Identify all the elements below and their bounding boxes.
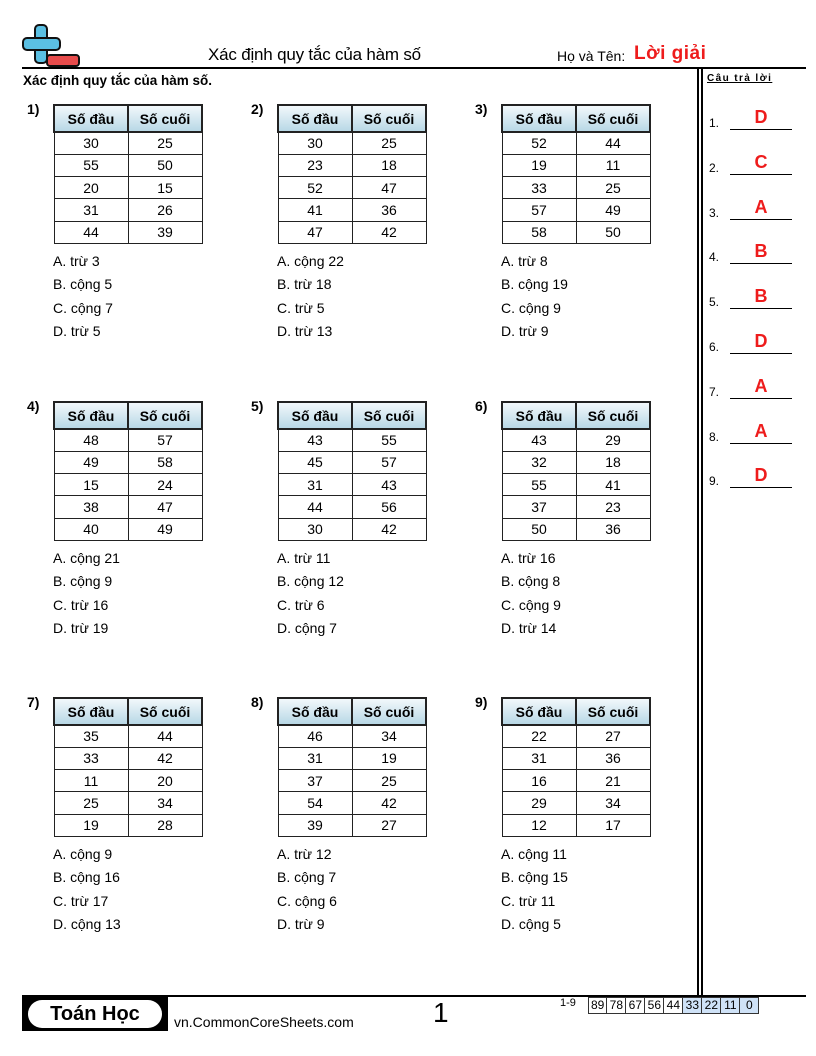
output-cell: 18 (576, 451, 650, 473)
choice-option: A. cộng 21 (53, 550, 120, 566)
instructions: Xác định quy tắc của hàm số. (23, 73, 213, 88)
answer-column-divider (697, 68, 699, 996)
choice-option: B. cộng 16 (53, 869, 120, 886)
choice-option: A. trừ 11 (277, 550, 331, 566)
function-table (53, 104, 203, 244)
header-input: Số đầu (502, 402, 576, 429)
problem-3 (475, 101, 675, 341)
input-cell: 19 (54, 814, 128, 836)
header-input: Số đầu (278, 105, 352, 132)
logo-plus-center (36, 39, 46, 49)
input-cell: 40 (54, 518, 128, 540)
answer-row (709, 332, 793, 354)
input-cell: 35 (54, 725, 128, 747)
output-cell: 27 (576, 725, 650, 747)
choice-list (501, 250, 568, 343)
output-cell: 56 (352, 496, 426, 518)
choice-option: D. cộng 7 (277, 619, 337, 636)
output-cell: 23 (576, 496, 650, 518)
table-row (278, 451, 426, 473)
table-row (278, 199, 426, 221)
table-row (502, 725, 650, 747)
table-row (278, 177, 426, 199)
table-row (278, 496, 426, 518)
header-input: Số đầu (502, 105, 576, 132)
input-cell: 31 (278, 474, 352, 496)
input-cell: 29 (502, 792, 576, 814)
choice-option: B. cộng 5 (53, 276, 113, 293)
choice-list (277, 250, 344, 343)
problem-number: 5) (251, 398, 264, 414)
table-row (278, 132, 426, 154)
output-cell: 24 (128, 474, 202, 496)
input-cell: 52 (502, 132, 576, 154)
problem-number: 2) (251, 101, 264, 117)
header-divider (22, 67, 806, 69)
input-cell: 39 (278, 814, 352, 836)
function-table (277, 401, 427, 541)
table-row (54, 154, 202, 176)
score-cell: 33 (683, 997, 702, 1014)
score-cell: 56 (645, 997, 664, 1014)
function-table (277, 697, 427, 837)
output-cell: 34 (128, 792, 202, 814)
output-cell: 57 (128, 429, 202, 451)
answer-blank-line (730, 219, 792, 220)
logo-plus-minus-icon (22, 24, 80, 68)
input-cell: 54 (278, 792, 352, 814)
function-table (53, 697, 203, 837)
input-cell: 55 (502, 474, 576, 496)
output-cell: 41 (576, 474, 650, 496)
input-cell: 33 (54, 747, 128, 769)
problem-number: 6) (475, 398, 488, 414)
output-cell: 25 (352, 770, 426, 792)
input-cell: 30 (54, 132, 128, 154)
answer-value: A (754, 375, 768, 396)
answer-blank-line (730, 443, 792, 444)
header-input: Số đầu (54, 402, 128, 429)
choice-option: B. trừ 18 (277, 276, 332, 293)
input-cell: 50 (502, 518, 576, 540)
table-row (502, 814, 650, 836)
table-row (54, 770, 202, 792)
problem-4 (27, 398, 227, 638)
input-cell: 55 (54, 154, 128, 176)
input-cell: 16 (502, 770, 576, 792)
output-cell: 49 (576, 199, 650, 221)
score-cell: 22 (702, 997, 721, 1014)
problem-7 (27, 694, 227, 934)
brand-label: Toán Học (28, 1000, 162, 1028)
problem-2 (251, 101, 451, 341)
output-cell: 58 (128, 451, 202, 473)
table-row (54, 496, 202, 518)
problem-number: 8) (251, 694, 264, 710)
output-cell: 42 (128, 747, 202, 769)
header-output: Số cuối (352, 105, 426, 132)
input-cell: 25 (54, 792, 128, 814)
choice-option: B. cộng 7 (277, 869, 337, 886)
choice-option: A. cộng 9 (53, 846, 113, 862)
output-cell: 49 (128, 518, 202, 540)
choice-option: D. cộng 13 (53, 915, 121, 932)
choice-option: D. trừ 19 (53, 619, 109, 636)
problem-number: 7) (27, 694, 40, 710)
answer-value: A (754, 420, 768, 441)
problem-number: 1) (27, 101, 40, 117)
table-row (278, 792, 426, 814)
header-output: Số cuối (128, 105, 202, 132)
answer-value: A (754, 196, 768, 217)
choice-option: C. trừ 5 (277, 299, 325, 316)
choice-list (277, 843, 337, 936)
output-cell: 50 (128, 154, 202, 176)
output-cell: 57 (352, 451, 426, 473)
output-cell: 44 (128, 725, 202, 747)
score-cell: 44 (664, 997, 683, 1014)
header-input: Số đầu (502, 698, 576, 725)
answer-value: D (754, 465, 768, 486)
table-row (54, 725, 202, 747)
output-cell: 27 (352, 814, 426, 836)
table-row (502, 177, 650, 199)
header-output: Số cuối (128, 402, 202, 429)
function-table (501, 697, 651, 837)
table-row (54, 221, 202, 243)
function-table (277, 104, 427, 244)
header-input: Số đầu (278, 402, 352, 429)
answer-blank-line (730, 174, 792, 175)
input-cell: 19 (502, 154, 576, 176)
output-cell: 25 (352, 132, 426, 154)
table-row (502, 199, 650, 221)
answer-row (709, 153, 793, 175)
score-range-label: 1-9 (560, 997, 576, 1009)
header-output: Số cuối (576, 105, 650, 132)
input-cell: 32 (502, 451, 576, 473)
answer-value: B (754, 241, 768, 262)
input-cell: 44 (278, 496, 352, 518)
choice-option: C. cộng 6 (277, 892, 337, 909)
problem-1 (27, 101, 227, 341)
answer-row (709, 287, 793, 309)
answer-blank-line (730, 129, 792, 130)
output-cell: 47 (128, 496, 202, 518)
header-output: Số cuối (128, 698, 202, 725)
table-row (278, 814, 426, 836)
table-row (502, 747, 650, 769)
input-cell: 49 (54, 451, 128, 473)
input-cell: 47 (278, 221, 352, 243)
answer-blank-line (730, 308, 792, 309)
input-cell: 20 (54, 177, 128, 199)
answer-number: 3. (709, 205, 720, 220)
input-cell: 38 (54, 496, 128, 518)
table-row (54, 199, 202, 221)
header-input: Số đầu (54, 698, 128, 725)
choice-option: D. cộng 5 (501, 915, 561, 932)
answer-blank-line (730, 353, 792, 354)
output-cell: 25 (576, 177, 650, 199)
input-cell: 37 (278, 770, 352, 792)
choice-option: C. cộng 9 (501, 299, 561, 316)
header-output: Số cuối (352, 698, 426, 725)
choice-option: D. trừ 9 (501, 322, 549, 339)
choice-option: A. cộng 11 (501, 846, 567, 862)
table-row (502, 429, 650, 451)
choice-option: A. cộng 22 (277, 253, 344, 269)
choice-option: D. trừ 13 (277, 322, 333, 339)
input-cell: 22 (502, 725, 576, 747)
choice-list (53, 250, 113, 343)
choice-option: B. cộng 8 (501, 573, 561, 590)
output-cell: 20 (128, 770, 202, 792)
table-row (278, 747, 426, 769)
choice-option: C. cộng 9 (501, 596, 561, 613)
page-number: 1 (433, 997, 449, 1028)
table-row (278, 429, 426, 451)
choice-option: D. trừ 9 (277, 915, 325, 932)
answer-column-divider (701, 68, 703, 996)
choice-option: C. trừ 11 (501, 892, 556, 909)
answer-number: 4. (709, 250, 720, 265)
input-cell: 30 (278, 132, 352, 154)
input-cell: 23 (278, 154, 352, 176)
input-cell: 43 (502, 429, 576, 451)
input-cell: 30 (278, 518, 352, 540)
output-cell: 34 (352, 725, 426, 747)
table-row (278, 770, 426, 792)
answer-number: 7. (709, 384, 720, 399)
answers-title: Câu trả lời (707, 73, 773, 84)
output-cell: 36 (576, 747, 650, 769)
answer-row (709, 466, 793, 488)
output-cell: 42 (352, 518, 426, 540)
score-cell: 89 (588, 997, 607, 1014)
header-output: Số cuối (576, 402, 650, 429)
answer-row (709, 242, 793, 264)
output-cell: 29 (576, 429, 650, 451)
choice-list (53, 843, 121, 936)
table-row (502, 474, 650, 496)
table-row (502, 496, 650, 518)
input-cell: 43 (278, 429, 352, 451)
answer-row (709, 198, 793, 220)
input-cell: 31 (54, 199, 128, 221)
table-row (278, 474, 426, 496)
logo-minus (46, 54, 80, 67)
input-cell: 33 (502, 177, 576, 199)
answer-value: D (754, 331, 768, 351)
input-cell: 31 (278, 747, 352, 769)
table-row (278, 154, 426, 176)
name-label: Họ và Tên: (557, 48, 626, 64)
input-cell: 48 (54, 429, 128, 451)
input-cell: 31 (502, 747, 576, 769)
output-cell: 36 (352, 199, 426, 221)
answer-value: D (754, 107, 768, 127)
score-cell: 0 (740, 997, 759, 1014)
table-row (54, 518, 202, 540)
choice-option: A. trừ 12 (277, 846, 332, 862)
function-table (501, 401, 651, 541)
input-cell: 46 (278, 725, 352, 747)
choice-option: C. trừ 6 (277, 596, 325, 613)
score-cell: 11 (721, 997, 740, 1014)
table-row (278, 725, 426, 747)
input-cell: 12 (502, 814, 576, 836)
header-input: Số đầu (54, 105, 128, 132)
table-row (54, 132, 202, 154)
table-row (54, 792, 202, 814)
table-row (278, 518, 426, 540)
worksheet-title: Xác định quy tắc của hàm số (208, 45, 421, 64)
choice-list (277, 547, 344, 640)
answer-blank-line (730, 263, 792, 264)
choice-option: C. trừ 16 (53, 596, 109, 613)
choice-option: A. trừ 8 (501, 253, 548, 269)
answer-number: 2. (709, 160, 720, 175)
table-row (278, 221, 426, 243)
output-cell: 18 (352, 154, 426, 176)
answer-number: 8. (709, 429, 720, 444)
choice-option: B. cộng 9 (53, 573, 113, 590)
problem-5 (251, 398, 451, 638)
choice-option: B. cộng 12 (277, 573, 344, 590)
answer-blank-line (730, 487, 792, 488)
output-cell: 55 (352, 429, 426, 451)
header-output: Số cuối (576, 698, 650, 725)
table-row (54, 814, 202, 836)
output-cell: 19 (352, 747, 426, 769)
answer-number: 6. (709, 340, 720, 354)
input-cell: 45 (278, 451, 352, 473)
choice-option: D. trừ 14 (501, 619, 557, 636)
table-row (502, 154, 650, 176)
table-row (502, 221, 650, 243)
input-cell: 11 (54, 770, 128, 792)
choice-option: C. trừ 17 (53, 892, 109, 909)
output-cell: 26 (128, 199, 202, 221)
header-input: Số đầu (278, 698, 352, 725)
function-table (501, 104, 651, 244)
answer-number: 1. (709, 116, 720, 130)
problem-number: 3) (475, 101, 488, 117)
choice-list (501, 547, 561, 640)
answer-number: 9. (709, 474, 720, 489)
choice-option: A. trừ 3 (53, 253, 100, 269)
answer-row (709, 377, 793, 399)
output-cell: 44 (576, 132, 650, 154)
table-row (54, 451, 202, 473)
output-cell: 50 (576, 221, 650, 243)
score-cell: 67 (626, 997, 645, 1014)
choice-option: B. cộng 19 (501, 276, 568, 293)
output-cell: 39 (128, 221, 202, 243)
output-cell: 28 (128, 814, 202, 836)
site-link[interactable]: vn.CommonCoreSheets.com (174, 1014, 354, 1030)
output-cell: 21 (576, 770, 650, 792)
answer-row (709, 108, 793, 130)
problem-number: 9) (475, 694, 488, 710)
table-row (54, 177, 202, 199)
output-cell: 47 (352, 177, 426, 199)
table-row (54, 429, 202, 451)
score-table (588, 997, 759, 1014)
output-cell: 25 (128, 132, 202, 154)
function-table (53, 401, 203, 541)
output-cell: 42 (352, 792, 426, 814)
problem-number: 4) (27, 398, 40, 414)
choice-option: B. cộng 15 (501, 869, 568, 886)
output-cell: 34 (576, 792, 650, 814)
choice-list (53, 547, 120, 640)
output-cell: 36 (576, 518, 650, 540)
choice-option: D. trừ 5 (53, 322, 101, 339)
answer-value: C (754, 151, 768, 172)
choice-option: C. cộng 7 (53, 299, 113, 316)
output-cell: 11 (576, 154, 650, 176)
choice-option: A. trừ 16 (501, 550, 556, 566)
output-cell: 15 (128, 177, 202, 199)
answer-value: B (754, 286, 768, 307)
table-row (502, 792, 650, 814)
input-cell: 37 (502, 496, 576, 518)
input-cell: 15 (54, 474, 128, 496)
table-row (502, 132, 650, 154)
output-cell: 43 (352, 474, 426, 496)
score-cell: 78 (607, 997, 626, 1014)
input-cell: 52 (278, 177, 352, 199)
input-cell: 57 (502, 199, 576, 221)
name-value: Lời giải (634, 43, 707, 64)
header-output: Số cuối (352, 402, 426, 429)
answer-blank-line (730, 398, 792, 399)
output-cell: 17 (576, 814, 650, 836)
answer-row (709, 422, 793, 444)
input-cell: 58 (502, 221, 576, 243)
choice-list (501, 843, 568, 936)
problem-8 (251, 694, 451, 934)
problem-6 (475, 398, 675, 638)
input-cell: 44 (54, 221, 128, 243)
table-row (502, 451, 650, 473)
table-row (502, 518, 650, 540)
input-cell: 41 (278, 199, 352, 221)
table-row (54, 474, 202, 496)
problem-9 (475, 694, 675, 934)
table-row (502, 770, 650, 792)
brand-badge (22, 997, 168, 1031)
table-row (54, 747, 202, 769)
answer-number: 5. (709, 295, 720, 310)
output-cell: 42 (352, 221, 426, 243)
